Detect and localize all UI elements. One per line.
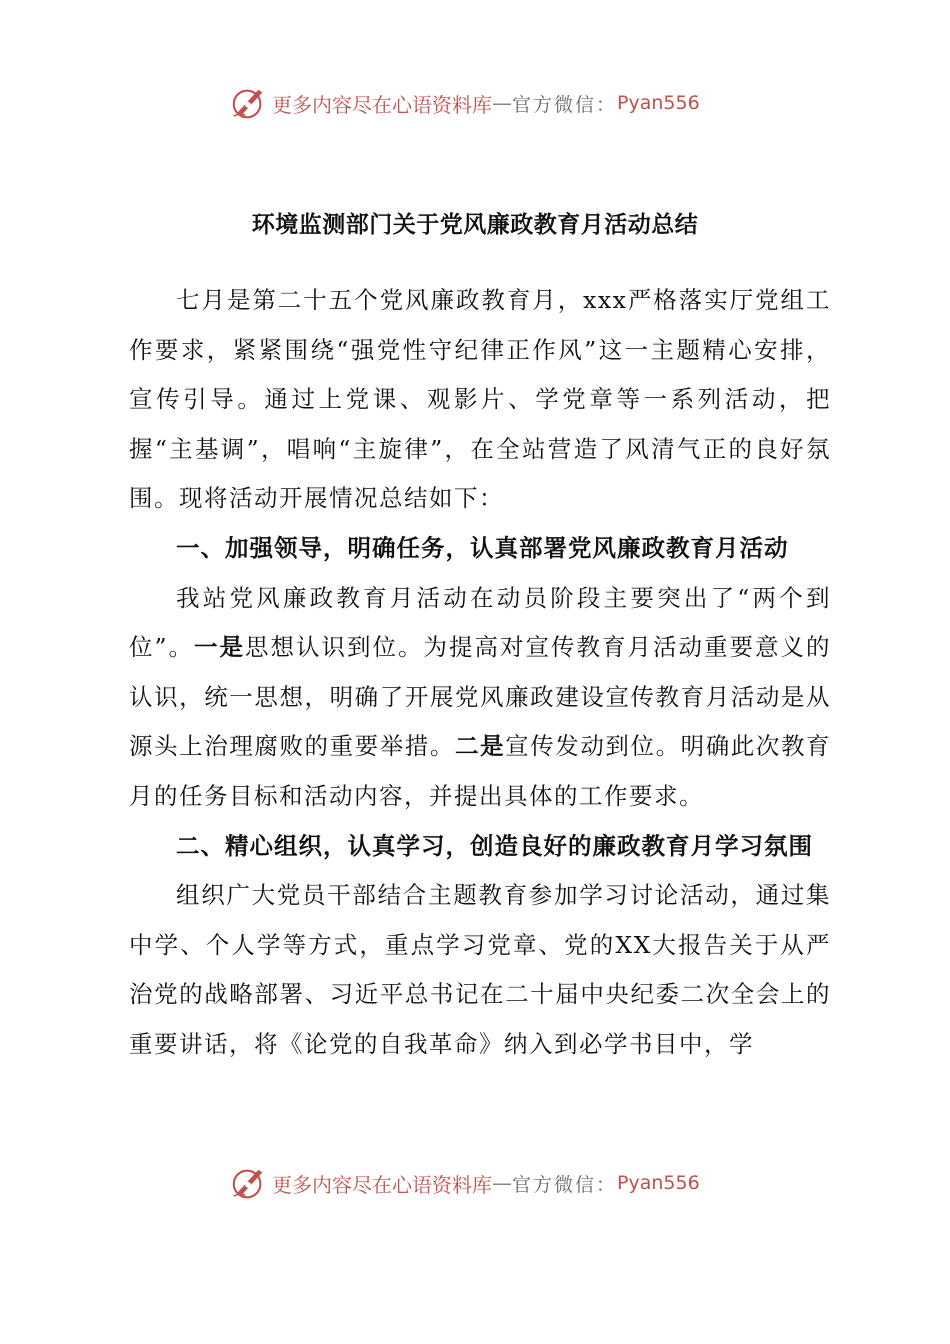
watermark-id: Pyan556 bbox=[617, 1172, 700, 1194]
watermark-label: 官方微信： bbox=[512, 93, 618, 116]
document-body bbox=[129, 276, 831, 1070]
document-title: 环境监测部门关于党风廉政教育月活动总结 bbox=[251, 212, 699, 238]
section-1-paragraph bbox=[129, 574, 831, 822]
header-watermark bbox=[230, 83, 750, 123]
footer-watermark bbox=[230, 1163, 750, 1203]
section-1-text-b: 思想认识到位。为提高对宣传教育月活动重要意义的认识，统一思想，明确了开展党风廉政建设宣传教育月活动是从源头上治理腐败的重要举措。 bbox=[129, 633, 832, 761]
watermark-text: 更多内容尽在心语资料库 bbox=[272, 1172, 492, 1197]
watermark-dash: — bbox=[492, 1171, 512, 1195]
watermark-id: Pyan556 bbox=[617, 92, 700, 114]
section-1-text-c: 宣传发动到位。明确此次教育月的任务目标和活动内容，并提出具体的工作要求。 bbox=[129, 732, 832, 810]
watermark-label: 官方微信： bbox=[512, 1173, 618, 1196]
section-1-bold-2: 二是 bbox=[454, 732, 506, 761]
pen-circle-logo-icon bbox=[230, 84, 268, 122]
section-1-heading: 一、加强领导，明确任务，认真部署党风廉政教育月活动 bbox=[176, 533, 789, 562]
watermark-dash: — bbox=[492, 91, 512, 115]
watermark-text: 更多内容尽在心语资料库 bbox=[272, 92, 492, 117]
section-1-text-a: 我站党风廉政教育月活动在动员阶段主要突出了“两个到位”。 bbox=[129, 583, 831, 662]
pen-circle-logo-icon bbox=[230, 1164, 268, 1202]
section-2-heading: 二、精心组织，认真学习，创造良好的廉政教育月学习氛围 bbox=[176, 831, 813, 860]
intro-paragraph: 七月是第二十五个党风廉政教育月，xxx严格落实厅党组工作要求，紧紧围绕“强党性守纪律正作风”这一主题精心安排，宣传引导。通过上党课、观影片、学党章等一系列活动，把握“主基调”，唱响“主旋律”，在全站营造了风清气正的良好氛围。现将活动开展情况总结如下： bbox=[129, 286, 831, 513]
section-1-bold-1: 一是 bbox=[194, 633, 246, 662]
section-2-paragraph: 组织广大党员干部结合主题教育参加学习讨论活动，通过集中学、个人学等方式，重点学习党章、党的XX大报告关于从严治党的战略部署、习近平总书记在二十届中央纪委二次全会上的重要讲话，将《论党的自我革命》纳入到必学书目中，学 bbox=[129, 881, 831, 1058]
